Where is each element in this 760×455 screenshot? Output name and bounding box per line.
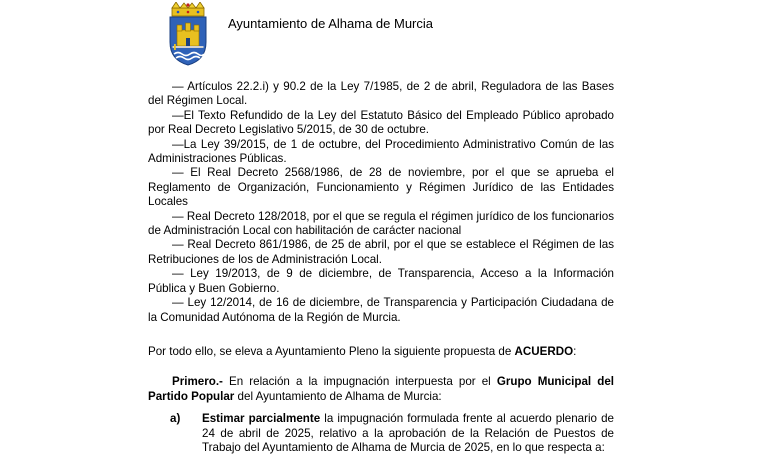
primero-text-end: del Ayuntamiento de Alhama de Murcia: [234, 389, 442, 403]
primero-group-name: Grupo Municipal del Partido Popular [148, 375, 614, 403]
municipal-crest-logo [164, 2, 212, 66]
proposal-intro [148, 345, 614, 359]
document-body [148, 80, 614, 455]
legal-reference: —El Texto Refundido de la Ley del Estatuto Básico del Empleado Público aprobado por Real Decreto Legislativo 5/2015, de 30 de octubre. [148, 108, 614, 137]
list-marker: a) [170, 412, 181, 426]
legal-reference: — Real Decreto 128/2018, por el que se regula el régimen jurídico de los funcionarios de Administración Local con habilitación de carácter nacional [148, 209, 614, 238]
legal-reference: — El Real Decreto 2568/1986, de 28 de noviembre, por el que se aprueba el Reglamento de Organización, Funcionamiento y Régimen Jurídico de las Entidades Locales [148, 166, 614, 209]
proposal-intro-end: : [573, 344, 577, 358]
legal-reference: — Ley 19/2013, de 9 de diciembre, de Transparencia, Acceso a la Información Pública y Buen Gobierno. [148, 267, 614, 295]
list-item-bold: Estimar parcialmente [202, 412, 321, 426]
legal-reference: — Ley 12/2014, de 16 de diciembre, de Transparencia y Participación Ciudadana de la Comunidad Autónoma de la Región de Murcia. [148, 296, 614, 324]
proposal-intro-text: Por todo ello, se eleva a Ayuntamiento Pleno la siguiente propuesta de [148, 344, 515, 358]
legal-reference: — Artículos 22.2.i) y 90.2 de la Ley 7/1985, de 2 de abril, Reguladora de las Bases del Régimen Local. [148, 80, 614, 108]
primero-text: En relación a la impugnación interpuesta por el [222, 375, 497, 389]
document-header [164, 2, 664, 66]
legal-reference: — Real Decreto 861/1986, de 25 de abril, por el que se establece el Régimen de las Retribuciones de los de Administración Local. [148, 238, 614, 266]
primero-label: Primero.- [172, 375, 223, 389]
list-item-body: la impugnación formulada frente al acuerdo plenario de 24 de abril de 2025, relativo a la aprobación de la Relación de Puestos de Trabajo del Ayuntamiento de Alhama de Murcia de 2025, en lo que respecta a: [202, 412, 615, 454]
legal-reference: —La Ley 39/2015, de 1 de octubre, del Procedimiento Administrativo Común de las Administraciones Públicas. [148, 137, 614, 166]
organization-name: Ayuntamiento de Alhama de Murcia [228, 16, 433, 31]
list-item-text [202, 412, 614, 455]
proposal-agreement-label: ACUERDO [514, 344, 574, 358]
list-item-a [148, 412, 614, 455]
primero-paragraph [148, 375, 614, 404]
